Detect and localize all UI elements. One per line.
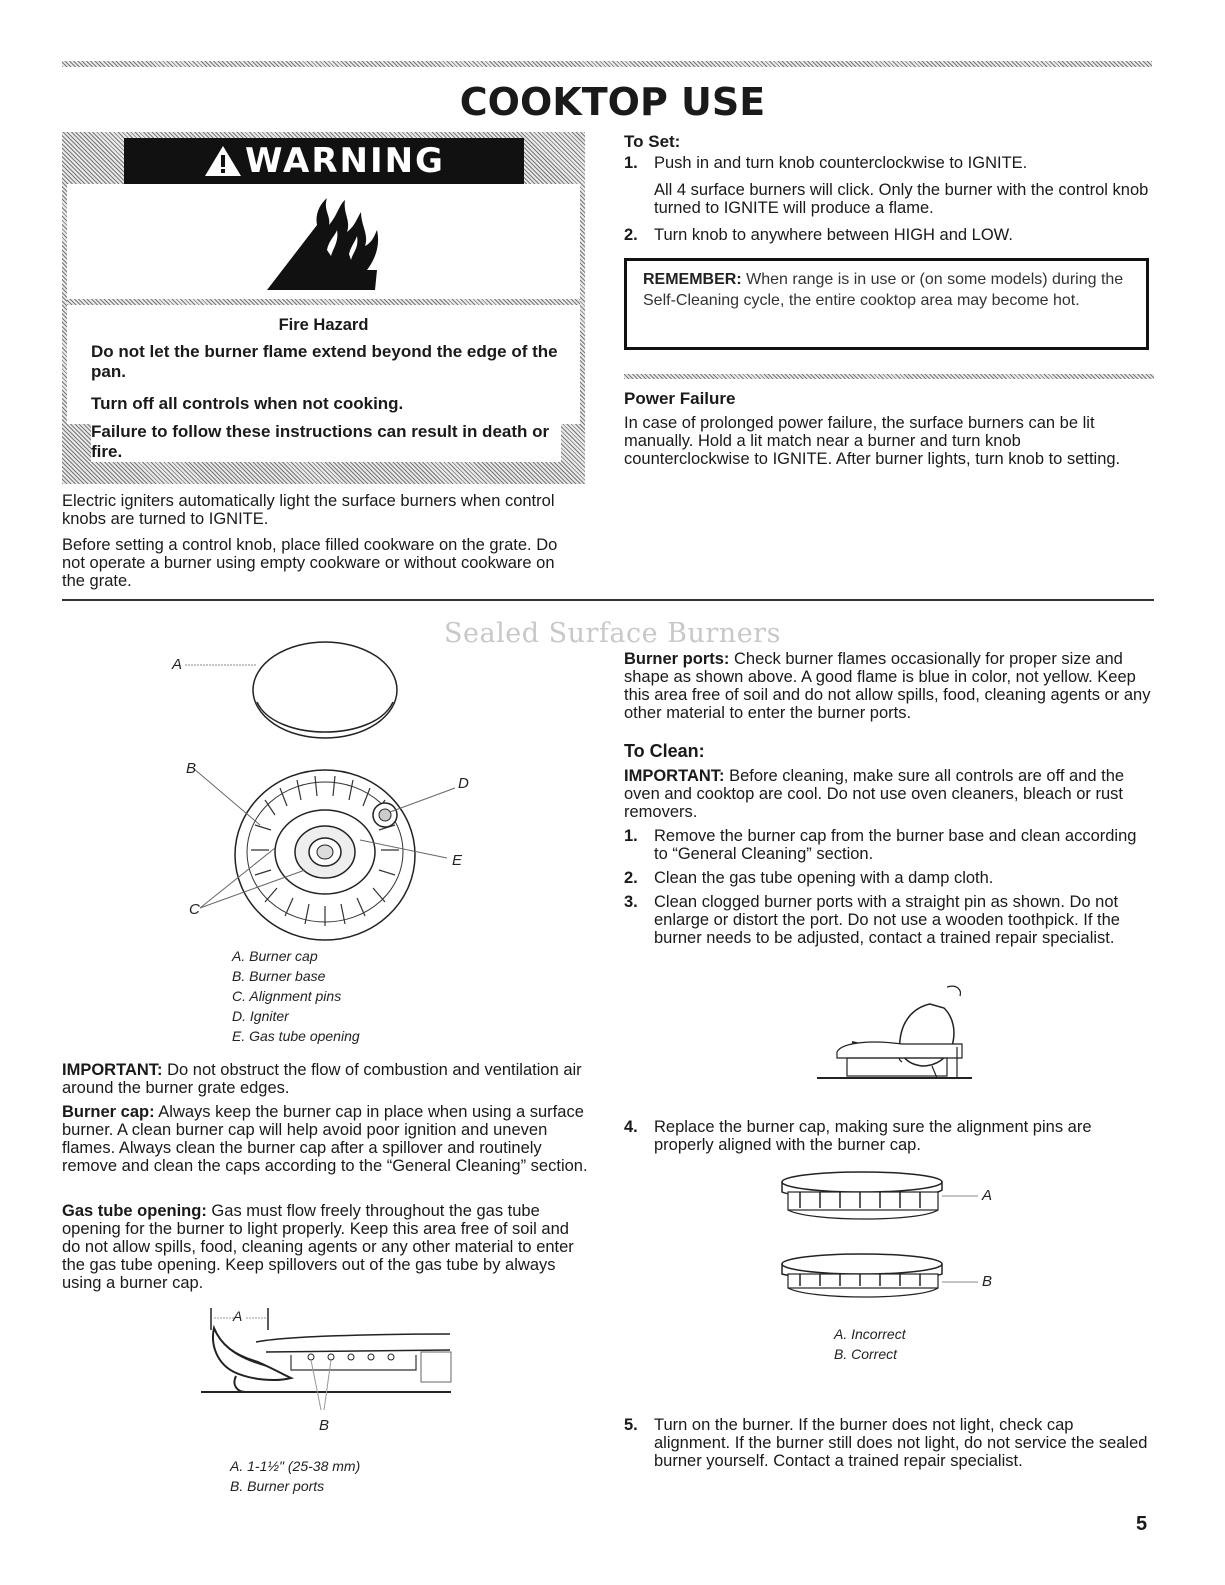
warning-box bbox=[62, 132, 585, 484]
clean-step bbox=[624, 893, 1154, 947]
burner-cap-paragraph bbox=[62, 1103, 590, 1175]
cap-alignment-diagram bbox=[780, 1170, 980, 1320]
cleaning-pin-diagram bbox=[812, 982, 982, 1092]
step-number: 4. bbox=[624, 1118, 638, 1136]
fig-label-c: C bbox=[189, 901, 200, 918]
page-title: COOKTOP USE bbox=[459, 80, 766, 124]
power-failure-heading: Power Failure bbox=[624, 389, 736, 408]
warning-line: Failure to follow these instructions can result in death or fire. bbox=[91, 422, 561, 462]
fig-label-b: B bbox=[186, 760, 197, 777]
burner-ports-text: Check burner flames occasionally for proper size and shape as shown above. A good flame is blue in color, not yellow. Keep this area free of soil and do not allow spills, food, cleaning agents or any other material to enter the burner ports. bbox=[624, 650, 1151, 722]
step-text: Replace the burner cap, making sure the alignment pins are properly aligned with the burner cap. bbox=[654, 1118, 1092, 1154]
warning-line: Turn off all controls when not cooking. bbox=[91, 394, 404, 413]
gas-tube-paragraph bbox=[62, 1202, 590, 1292]
important-label: IMPORTANT: bbox=[62, 1061, 163, 1079]
clean-step bbox=[624, 1416, 1154, 1470]
caption: D. Igniter bbox=[232, 1008, 289, 1024]
power-failure-text: In case of prolonged power failure, the surface burners can be lit manually. Hold a lit match near a burner and turn knob counterclockwise to IGNITE. After burner lights, turn knob to setting. bbox=[624, 414, 1121, 468]
step-text: Clean clogged burner ports with a straight pin as shown. Do not enlarge or distort the port. Do not use a wooden toothpick. If the burner needs to be adjusted, contact a trained repair specialist. bbox=[654, 893, 1120, 947]
important-text: Before cleaning, make sure all controls are off and the oven and cooktop are cool. Do not use oven cleaners, bleach or rust removers. bbox=[624, 767, 1125, 821]
step-number: 3. bbox=[624, 893, 638, 911]
fig-label-a: A bbox=[172, 656, 183, 673]
clean-step bbox=[624, 1118, 1154, 1154]
important-paragraph bbox=[62, 1061, 587, 1097]
fire-icon-panel bbox=[67, 184, 580, 424]
to-set-step-sub bbox=[624, 181, 1154, 217]
remember-text: When range is in use or (on some models) during the Self-Cleaning cycle, the entire cooktop area may become hot. bbox=[643, 271, 1124, 309]
to-set-heading: To Set: bbox=[624, 132, 681, 151]
fig-label-d: D bbox=[458, 775, 469, 792]
step-number: 1. bbox=[624, 154, 638, 172]
caption: A. 1-1½" (25-38 mm) bbox=[230, 1458, 361, 1474]
step-subtext: All 4 surface burners will click. Only the burner with the control knob turned to IGNITE will produce a flame. bbox=[654, 181, 1149, 217]
to-clean-steps bbox=[624, 827, 1154, 947]
step-text: Clean the gas tube opening with a damp cloth. bbox=[654, 869, 994, 887]
caption: A. Incorrect bbox=[834, 1326, 906, 1342]
fig1-captions bbox=[232, 946, 360, 1046]
burner-cap-text: Always keep the burner cap in place when using a surface burner. A clean burner cap will help avoid poor ignition and uneven flames. Always clean the burner cap after a spillover and routinely remove and clean the caps according to the “General Cleaning” section. bbox=[62, 1103, 588, 1175]
warning-header bbox=[124, 138, 524, 184]
step-number: 2. bbox=[624, 869, 638, 887]
remember-box bbox=[624, 258, 1149, 350]
step-number: 5. bbox=[624, 1416, 638, 1434]
step-text: Turn on the burner. If the burner does not light, check cap alignment. If the burner still does not light, do not service the sealed burner yourself. Contact a trained repair specialist. bbox=[654, 1416, 1148, 1470]
important-text: Do not obstruct the flow of combustion and ventilation air around the burner grate edges. bbox=[62, 1061, 582, 1097]
burner-ports-label: Burner ports: bbox=[624, 650, 730, 668]
intro-paragraph: Before setting a control knob, place filled cookware on the grate. Do not operate a burner using empty cookware or without cookware on the grate. bbox=[62, 536, 558, 590]
to-clean-important bbox=[624, 767, 1152, 821]
to-clean-heading: To Clean: bbox=[624, 741, 705, 761]
fig3-label-b: B bbox=[982, 1273, 993, 1290]
step-text: Push in and turn knob counterclockwise to IGNITE. bbox=[654, 154, 1028, 172]
section-rule bbox=[624, 374, 1154, 379]
gas-tube-text: Gas must flow freely throughout the gas tube opening for the burner to light properly. Keep this area free of soil and do not allow spills, food, cleaning agents or any other material to enter the gas tube opening. Keep spillovers out of the gas tube by always using a burner cap. bbox=[62, 1202, 574, 1292]
step-number: 2. bbox=[624, 226, 638, 244]
caption: C. Alignment pins bbox=[232, 988, 342, 1004]
step-text: Turn knob to anywhere between HIGH and LOW. bbox=[654, 226, 1013, 244]
fig2-label-b: B bbox=[319, 1417, 330, 1434]
fig2-captions bbox=[230, 1456, 360, 1496]
top-rule bbox=[62, 61, 1152, 67]
fig2-label-a: A bbox=[233, 1308, 243, 1324]
step-number: 1. bbox=[624, 827, 638, 845]
warning-divider bbox=[67, 299, 580, 305]
page-number: 5 bbox=[1136, 1513, 1148, 1535]
alert-triangle-icon bbox=[203, 144, 243, 178]
caption: B. Burner ports bbox=[230, 1478, 325, 1494]
to-set-section bbox=[624, 132, 1154, 244]
clean-step bbox=[624, 869, 1154, 887]
fig3-captions bbox=[834, 1324, 906, 1364]
remember-label: REMEMBER: bbox=[643, 271, 742, 288]
fig-label-e: E bbox=[452, 852, 463, 869]
to-set-step bbox=[624, 154, 1154, 172]
intro-paragraph: Electric igniters automatically light the surface burners when control knobs are turned to IGNITE. bbox=[62, 492, 555, 528]
fire-icon bbox=[257, 190, 397, 295]
gas-tube-label: Gas tube opening: bbox=[62, 1202, 207, 1220]
warning-line: Do not let the burner flame extend beyond the edge of the pan. bbox=[91, 342, 558, 381]
caption: A. Burner cap bbox=[232, 948, 318, 964]
fig3-label-a: A bbox=[982, 1187, 993, 1204]
caption: E. Gas tube opening bbox=[232, 1028, 360, 1044]
burner-cap-label: Burner cap: bbox=[62, 1103, 155, 1121]
sealed-burners-heading: Sealed Surface Burners bbox=[444, 618, 781, 649]
important-label: IMPORTANT: bbox=[624, 767, 725, 785]
caption: B. Burner base bbox=[232, 968, 326, 984]
to-set-step bbox=[624, 226, 1154, 244]
burner-diagram bbox=[165, 640, 525, 950]
hazard-title: Fire Hazard bbox=[278, 316, 369, 334]
caption: B. Correct bbox=[834, 1346, 898, 1362]
burner-ports-paragraph bbox=[624, 650, 1152, 722]
step-text: Remove the burner cap from the burner base and clean according to “General Cleaning” section. bbox=[654, 827, 1137, 863]
clean-step bbox=[624, 827, 1154, 863]
section-divider bbox=[62, 599, 1154, 601]
warning-header-text: WARNING bbox=[245, 141, 445, 181]
